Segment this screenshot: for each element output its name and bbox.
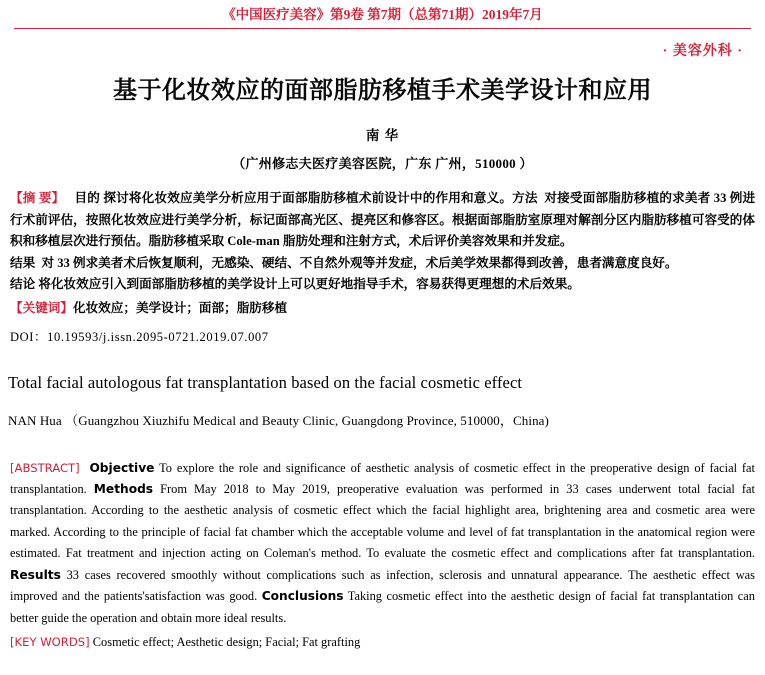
column-section-marker: · 美容外科 · [662,43,743,59]
abstract-en-conclusions-label: Conclusions [261,589,344,604]
author-chinese: 南 华 [365,128,400,144]
keywords-english [10,632,755,652]
abstract-en-methods-text: From May 2018 to May 2019, preoperative evaluation was performed in 33 cases underwent total facial fat transplantation. According to the aesthetic analysis of cosmetic effect which the facial highlight area, brightening area and cosmetic area were marked. According to the principle of facial fat chamber which the acceptable volume and level of fat transplantation in the anatomical region were estimated. Fat treatment and injection acting on Coleman's method. To evaluate the cosmetic effect and complications after fat transplantation. [10,482,755,561]
doi[interactable]: DOI：10.19593/j.issn.2095-0721.2019.07.007 [10,329,269,344]
running-head: 《中国医疗美容》第9卷 第7期（总第71期）2019年7月 [222,7,543,22]
keywords-chinese [10,298,755,319]
abstract-cn-results-label: 结果 [10,255,36,270]
abstract-en-conclusions-text: Taking cosmetic effect into the aesthetic design of facial fat transplantation can better guide the operation and obtain more ideal results. [10,589,756,625]
abstract-cn-conclusion-text: 将化妆效应引入到面部脂肪移植的美学设计上可以更好地指导手术，容易获得更理想的术后效果。 [38,277,580,292]
abstract-label-english: [ABSTRACT] [10,460,80,475]
affiliation-chinese: （广州修志夫医疗美容医院，广东 广州，510000 ） [232,156,533,172]
keywords-english-text: Cosmetic effect; Aesthetic design; Facial; Fat grafting [92,634,361,649]
abstract-en-results-label: Results [10,567,61,582]
keywords-chinese-text: 化妆效应；美学设计；面部；脂肪移植 [72,300,288,315]
keywords-label-chinese: 【关键词】 [10,300,73,315]
abstract-cn-conclusion-label: 结论 [10,277,36,292]
keywords-label-english: [KEY WORDS] [10,634,90,649]
abstract-cn-purpose-text: 探讨将化妆效应美学分析应用于面部脂肪移植术前设计中的作用和意义。 [103,191,513,206]
abstract-en-methods-label: Methods [93,482,154,497]
abstract-english-body [10,458,755,629]
abstract-en-objective-label: Objective [89,460,155,475]
abstract-en-objective-text: To explore the role and significance of aesthetic analysis of cosmetic effect in the preoperative design of facial fat transplantation. [10,460,755,497]
abstract-chinese-results [10,253,755,275]
page-title-english: Total facial autologous fat transplantation based on the facial cosmetic effect [8,372,523,392]
abstract-cn-methods-text: 对接受面部脂肪移植的求美者 33 例进行术前评估，按照化妆效应进行美学分析，标记面部高光区、提亮区和修容区。根据面部脂肪室原理对解剖分区内脂肪移植可容受的体积和移植层次进行预估。脂肪移植采取 Cole-man 脂肪处理和注射方式，术后评价美容效果和并发症。 [10,191,756,249]
abstract-label-chinese: 【摘 要】 [10,191,65,206]
abstract-chinese [10,188,755,296]
abstract-chinese-body [10,188,755,253]
author-affiliation-english: NAN Hua （Guangzhou Xiuzhifu Medical and Beauty Clinic, Guangdong Province, 510000，China) [8,413,549,429]
abstract-en-results-text: 33 cases recovered smoothly without complications such as infection, sclerosis and unnatural appearance. The aesthetic effect was improved and the patients'satisfaction was good. [10,567,755,604]
abstract-english [10,458,755,629]
abstract-chinese-conclusion [10,274,755,296]
page-title-chinese: 基于化妆效应的面部脂肪移植手术美学设计和应用 [113,75,652,104]
abstract-cn-purpose-label: 目的 [74,191,100,206]
abstract-cn-results-text: 对 33 例求美者术后恢复顺利，无感染、硬结、不自然外观等并发症，术后美学效果都得到改善，患者满意度良好。 [41,255,678,270]
abstract-cn-methods-label: 方法 [512,191,538,206]
